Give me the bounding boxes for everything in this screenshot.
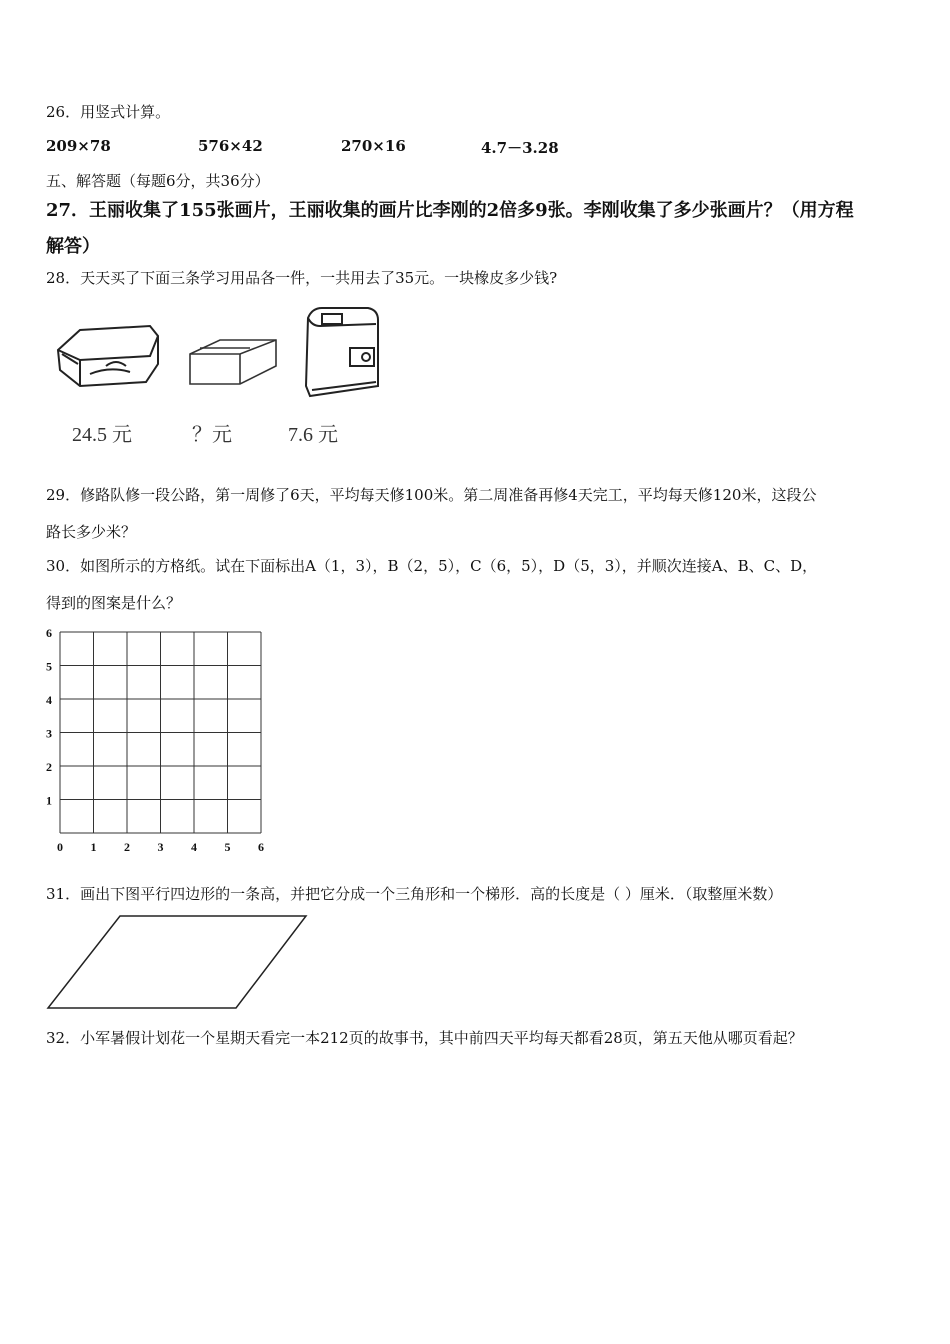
q26-item-2: 576×42 <box>198 137 263 155</box>
y-axis-tick-label: 3 <box>46 726 52 741</box>
q28-figure <box>50 300 410 460</box>
q31-text: 31．画出下图平行四边形的一条高，并把它分成一个三角形和一个梯形．高的长度是（ ）厘米．（取整厘米数） <box>46 885 783 903</box>
q28-price-2: ？元 <box>192 424 232 446</box>
q30-grid-figure <box>40 624 280 860</box>
x-axis-tick-label: 0 <box>57 840 63 854</box>
pencil-case-icon <box>58 326 158 386</box>
x-axis-tick-label: 2 <box>124 840 130 854</box>
y-axis-tick-label: 6 <box>46 626 52 640</box>
q28-illustration <box>50 300 410 460</box>
q26-item-1: 209×78 <box>46 137 111 155</box>
q26-item-4: 4.7－3.28 <box>481 139 559 157</box>
x-axis-tick-label: 5 <box>224 840 231 854</box>
x-axis-tick-label: 3 <box>157 840 164 854</box>
q28-price-3: 7.6 元 <box>288 424 338 446</box>
q28-text: 28．天天买了下面三条学习用品各一件，一共用去了35元。一块橡皮多少钱? <box>46 269 558 287</box>
eraser-icon <box>190 340 276 384</box>
notebook-icon <box>306 308 378 396</box>
section-5-title: 五、解答题（每题6分，共36分） <box>46 172 270 190</box>
q28-price-1: 24.5 元 <box>72 424 132 446</box>
q29-line-2: 路长多少米？ <box>46 523 137 541</box>
q31-figure <box>40 910 320 1014</box>
q26-item-3: 270×16 <box>341 137 406 155</box>
q30-line-1: 30．如图所示的方格纸。试在下面标出A（1，3），B（2，5），C（6，5），D（5，3），并顺次连接A、B、C、D， <box>46 557 818 575</box>
q30-coordinate-grid <box>40 624 280 860</box>
x-axis-tick-label: 1 <box>90 840 97 854</box>
q27-line-2: 解答） <box>46 236 100 257</box>
y-axis-tick-label: 2 <box>46 760 52 774</box>
q32-text: 32．小军暑假计划花一个星期天看完一本212页的故事书，其中前四天平均每天都看28页，第五天他从哪页看起？ <box>46 1029 803 1047</box>
q29-line-1: 29．修路队修一段公路，第一周修了6天，平均每天修100米。第二周准备再修4天完工，平均每天修120米，这段公 <box>46 486 817 504</box>
parallelogram <box>40 910 320 1014</box>
y-axis-tick-label: 1 <box>46 793 52 808</box>
x-axis-tick-label: 6 <box>258 840 264 854</box>
y-axis-tick-label: 4 <box>46 693 52 707</box>
x-axis-tick-label: 4 <box>191 840 197 854</box>
q26-title: 26．用竖式计算。 <box>46 103 171 121</box>
q30-line-2: 得到的图案是什么？ <box>46 594 182 612</box>
y-axis-tick-label: 5 <box>46 659 52 674</box>
q27-line-1: 27．王丽收集了155张画片，王丽收集的画片比李刚的2倍多9张。李刚收集了多少张画片？（用方程 <box>46 200 854 221</box>
